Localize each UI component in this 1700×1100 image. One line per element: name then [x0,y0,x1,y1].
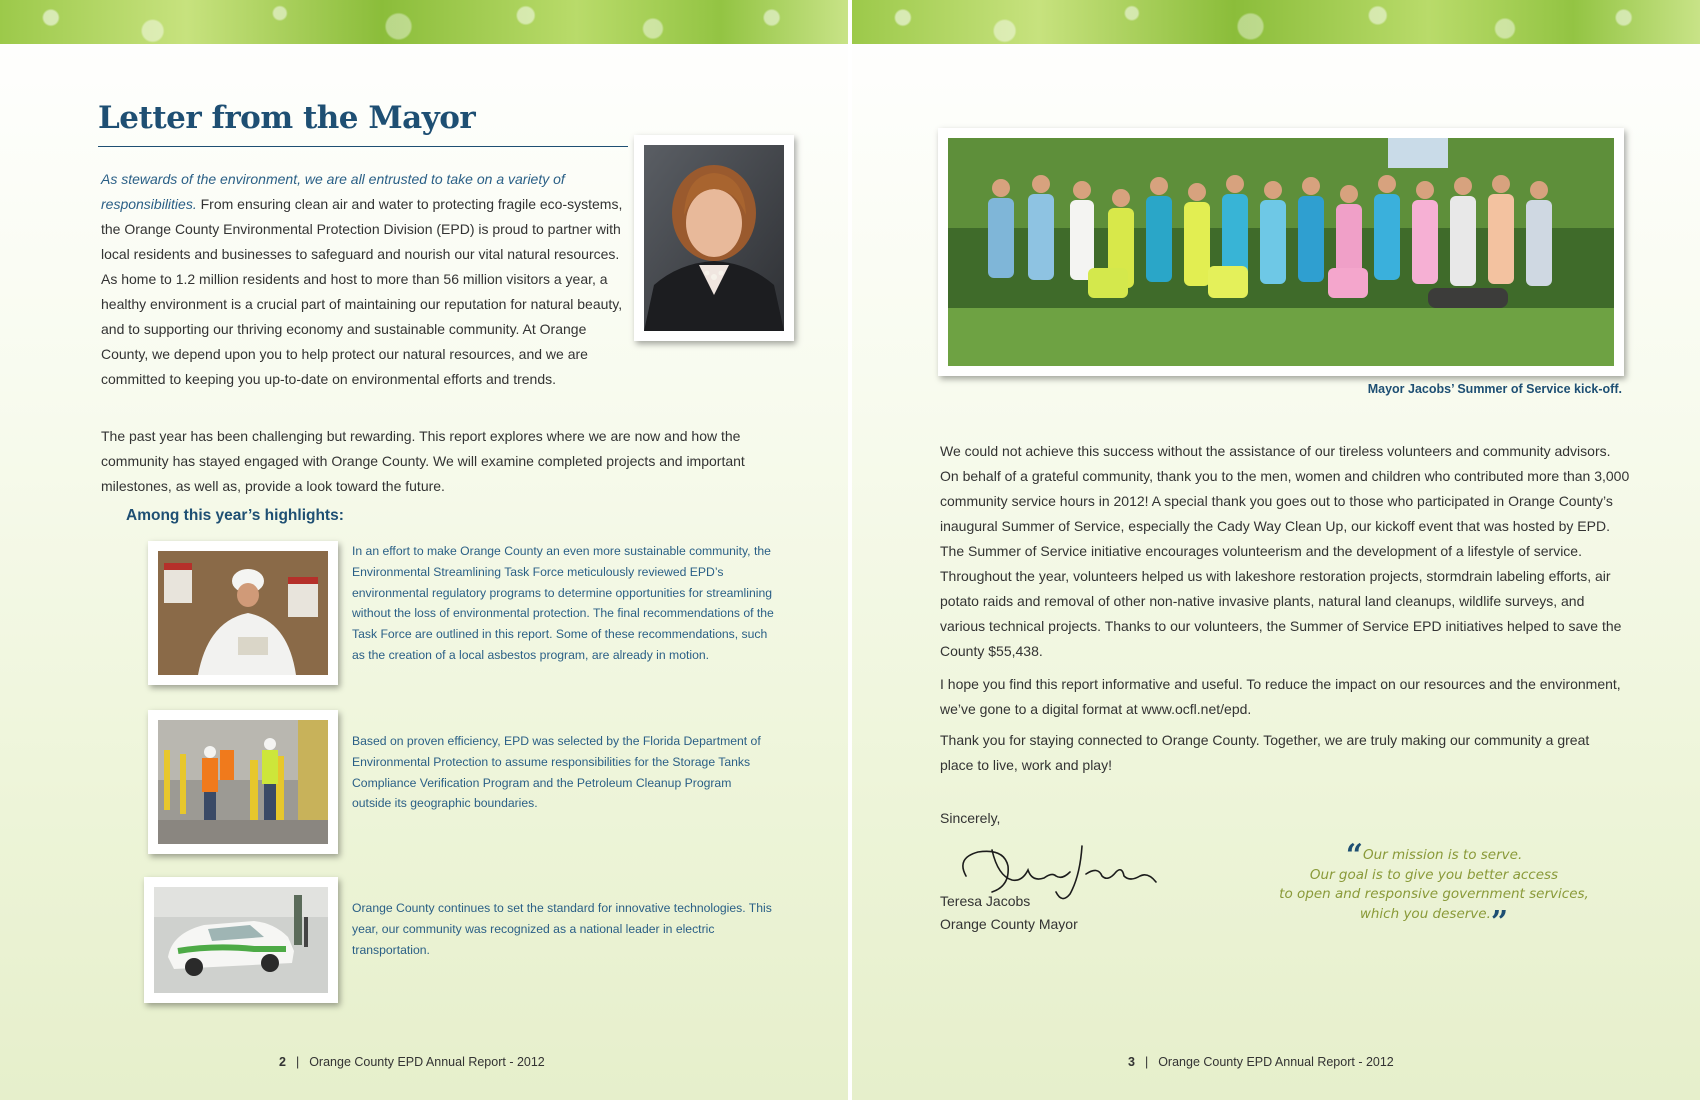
closing: Sincerely, [940,810,1001,826]
highlight-text-1: In an effort to make Orange County an even more sustainable community, the Environmental Streamlining Task Force meticulously reviewed EPD’s environmental regulatory programs to determine opportunities for streamlining without the loss of environmental protection. The final recommendations of the Task Force are outlined in this report. Some of these recommendations, such as the creation of a local asbestos program, are already in motion. [352,544,774,662]
highlight-photo-3 [144,877,338,1003]
group-photo-frame [938,128,1624,376]
page-number: 2 [279,1055,286,1069]
quote-line-1: “Our mission is to serve. [1345,838,1523,873]
page-footer [1128,1055,1394,1069]
paragraph-1: We could not achieve this success without the assistance of our tireless volunteers and community advisors. On behalf of a grateful community, thank you to the men, women and children who contributed more than 3,000 community service hours in 2012! A special thank you goes out to those who participated in Orange County’s inaugural Summer of Service, especially the Cady Way Clean Up, our kickoff event that was hosted by EPD. The Summer of Service initiative encourages volunteerism and the development of a lifestyle of service. Throughout the year, volunteers helped us with lakeshore restoration projects, stormdrain labeling efforts, air potato raids and removal of other non-native invasive plants, natural land cleanups, wildlife surveys, and various technical projects. Thanks to our volunteers, the Summer of Service EPD initiatives helped to save the County $55,438. [940,443,1630,659]
mayor-portrait-photo [644,145,784,331]
left-page [0,0,848,1100]
paragraph-2: I hope you find this report informative and useful. To reduce the impact on our resources and the environment, we’ve gone to a digital format at www.ocfl.net/epd. [940,676,1621,717]
mayor-portrait-frame [634,135,794,341]
highlight-photo-1 [148,541,338,685]
electric-car-photo [154,887,328,993]
footer-title: Orange County EPD Annual Report - 2012 [1158,1055,1394,1069]
inspector-photo [158,551,328,675]
top-banner [0,0,848,44]
open-quote-icon: “ [1345,838,1363,873]
page-footer [279,1055,545,1069]
footer-title: Orange County EPD Annual Report - 2012 [309,1055,545,1069]
footer-separator: | [295,1055,300,1069]
volunteer-group-photo [948,138,1614,366]
signer-title: Orange County Mayor [940,916,1078,932]
intro-paragraph [101,167,631,392]
highlights-heading: Among this year’s highlights: [126,507,344,524]
highlight-text-2: Based on proven efficiency, EPD was selected by the Florida Department of Environmental Protection to assume responsibilities for the Storage Tanks Compliance Verification Program and the Petroleum Cleanup Program outside its geographic boundaries. [352,734,761,811]
close-quote-icon: ” [1490,904,1509,940]
right-page [852,0,1700,1100]
paragraph-2: The past year has been challenging but rewarding. This report explores where we are now and how the community has stayed engaged with Orange County. We will examine completed projects and important milestones, as well as, provide a look toward the future. [101,428,745,494]
paragraph-3: Thank you for staying connected to Orange County. Together, we are truly making our community a great place to live, work and play! [940,732,1590,773]
page-title: Letter from the Mayor [98,100,476,136]
signer-name: Teresa Jacobs [940,893,1031,909]
title-rule [98,146,628,147]
quote-line-2: Our goal is to give you better access [1309,866,1559,883]
footer-separator: | [1144,1055,1149,1069]
photo-caption: Mayor Jacobs’ Summer of Service kick-off. [1367,382,1622,396]
intro-rest: From ensuring clean air and water to protecting fragile eco-systems, the Orange County Environmental Protection Division (EPD) is proud to partner with local residents and businesses to safeguard and nourish our vital natural resources. As home to 1.2 million residents and host to more than 56 million visitors a year, a healthy environment is a crucial part of maintaining our reputation for natural beauty, and to supporting our thriving economy and sustainable community. At Orange County, we depend upon you to help protect our natural resources, and we are committed to keeping you up-to-date on environmental efforts and trends. [101,196,623,387]
top-banner [852,0,1700,44]
page-number: 3 [1128,1055,1135,1069]
highlight-text-3: Orange County continues to set the standard for innovative technologies. This year, our community was recognized as a national leader in electric transportation. [352,901,772,957]
mission-quote [1274,838,1594,940]
quote-line-4: which you deserve.” [1359,904,1509,940]
quote-line-3: to open and responsive government services, [1279,886,1589,902]
tank-workers-photo [158,720,328,844]
intro-lead: As stewards of the environment, we are all entrusted to take on a variety of responsibilities. [101,171,565,212]
highlight-photo-2 [148,710,338,854]
